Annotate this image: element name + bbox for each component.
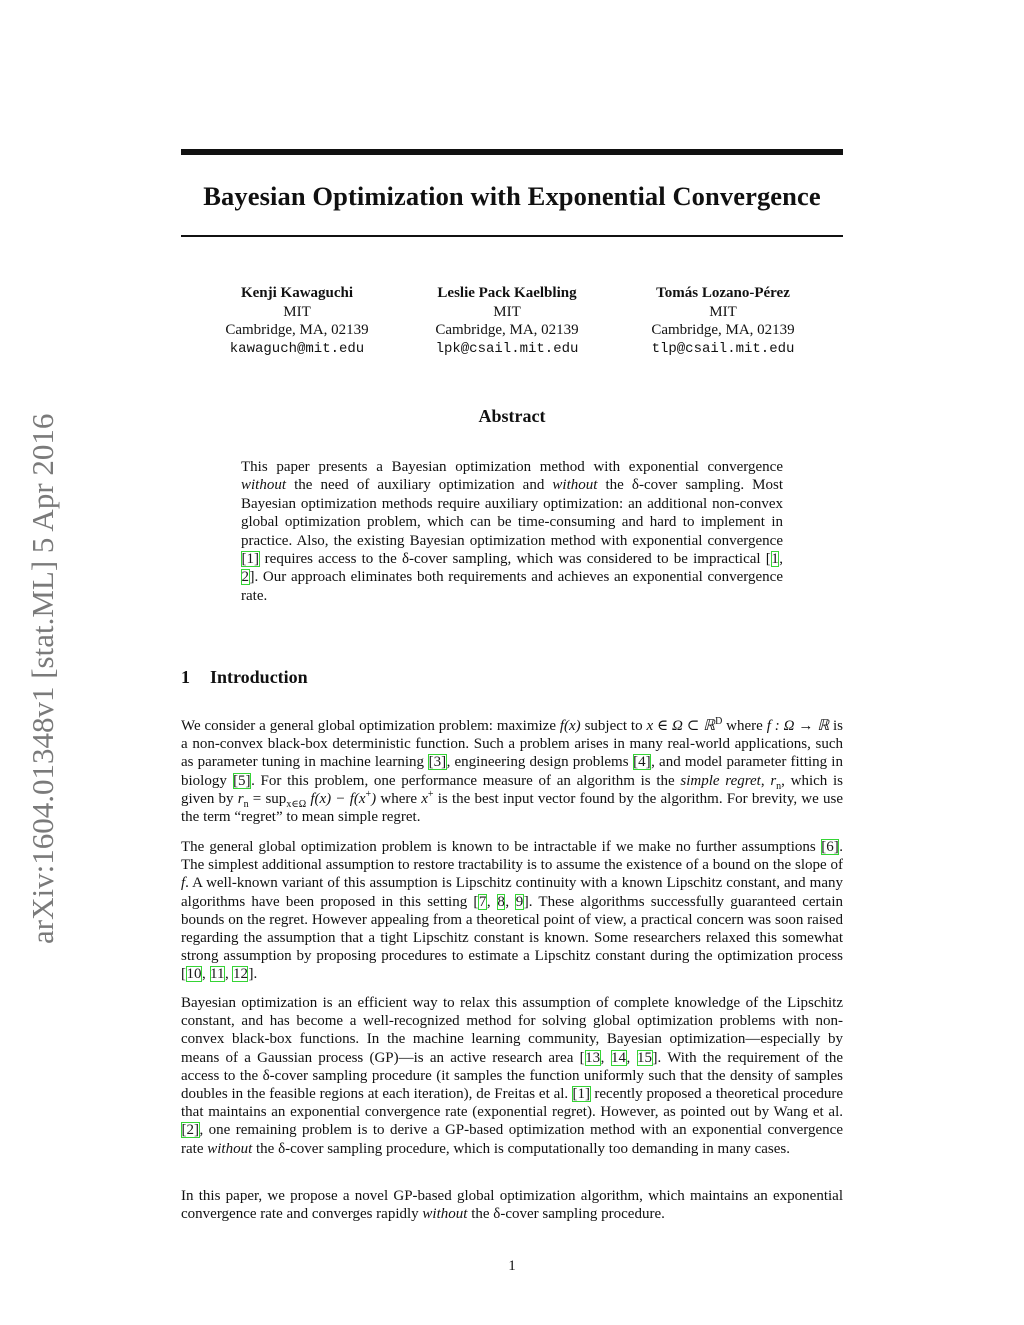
- author-address: Cambridge, MA, 02139: [225, 322, 369, 338]
- author-block: [387, 284, 627, 358]
- citation-link[interactable]: 2: [241, 569, 249, 586]
- citation-link[interactable]: 11: [210, 966, 225, 983]
- citation-link[interactable]: 12: [232, 966, 248, 983]
- author-email[interactable]: kawaguch@mit.edu: [229, 340, 365, 357]
- author-name: Leslie Pack Kaelbling: [437, 285, 577, 301]
- citation-link[interactable]: 10: [186, 966, 202, 983]
- paragraph: Bayesian optimization is an efficient way to relax this assumption of complete knowledge of the Lipschitz constant, and has become a well-recognized method for solving global optimization problems with non-convex black-box functions. In the machine learning community, Bayesian optimization—especially by means of a Gaussian process (GP)—is an active research area [13, 14, 15]. With the requirement of the access to the δ-cover sampling procedure (it samples the function uniformly such that the density of samples doubles in the feasible regions at each iteration), de Freitas et al. [1] recently proposed a theoretical procedure that maintains an exponential convergence rate (exponential regret). However, as pointed out by Wang et al. [2], one remaining problem is to derive a GP-based optimization method with an exponential convergence rate without the δ-cover sampling procedure, which is computationally too demanding in many cases.: [181, 995, 844, 1157]
- citation-link[interactable]: 9: [515, 893, 524, 910]
- title-bottom-rule: [181, 235, 843, 237]
- author-address: Cambridge, MA, 02139: [651, 322, 795, 338]
- citation-link[interactable]: [3]: [428, 754, 447, 771]
- citation-link[interactable]: [2]: [181, 1122, 199, 1139]
- paragraph: We consider a general global optimization problem: maximize f(x) subject to x ∈ Ω ⊂ ℝ$^D$ where f : Ω → ℝ is a non-convex black-box deterministic function. Such a problem arises in many real-world applications, such as parameter tuning in machine learning [3], engineering design problems [4], and model parameter fitting in biology [5]. For this problem, one performance measure of an algorithm is the simple regret, $r_n$, which is given by $r_n = sup_{x\in\Omega}$ f(x) − f(x+) where x+ is the best input vector found by the algorithm. For brevity, we use the term “regret” to mean simple regret.: [181, 716, 844, 826]
- citation-link[interactable]: 15: [637, 1049, 653, 1066]
- section-number: 1: [181, 667, 190, 687]
- author-affiliation: MIT: [709, 303, 737, 320]
- author-affiliation: MIT: [283, 303, 311, 320]
- citation-link[interactable]: 7: [478, 893, 487, 910]
- abstract-text: This paper presents a Bayesian optimization method with exponential convergence without the need of auxiliary optimization and without the δ-cover sampling. Most Bayesian optimization methods require auxiliary optimization: an additional non-convex global optimization problem, which can be time-consuming and hard to implement in practice. Also, the existing Bayesian optimization method with exponential convergence [1] requires access to the δ-cover sampling, which was considered to be impractical [1, 2]. Our approach eliminates both requirements and achieves an exponential convergence rate.: [241, 459, 783, 604]
- author-name: Kenji Kawaguchi: [240, 285, 354, 301]
- abstract-heading: Abstract: [478, 406, 546, 426]
- citation-link[interactable]: [6]: [821, 839, 839, 855]
- author-address: Cambridge, MA, 02139: [435, 322, 579, 338]
- citation-link[interactable]: 13: [585, 1049, 601, 1066]
- citation-link[interactable]: 14: [611, 1049, 627, 1066]
- author-affiliation: MIT: [493, 303, 521, 320]
- paragraph: In this paper, we propose a novel GP-based global optimization algorithm, which maintains an exponential convergence rate and converges rapidly without the δ-cover sampling procedure.: [181, 1188, 843, 1223]
- paper-title: Bayesian Optimization with Exponential Convergence: [203, 181, 821, 211]
- title-top-rule: [181, 149, 843, 155]
- arxiv-stamp: arXiv:1604.01348v1 [stat.ML] 5 Apr 2016: [25, 413, 60, 944]
- paragraph: The general global optimization problem is known to be intractable if we make no further assumptions [6]. The simplest additional assumption to restore tractability is to assume the existence of a bound on the slope of f. A well-known variant of this assumption is Lipschitz continuity with a known Lipschitz constant, and many algorithms have been proposed in this setting [7, 8, 9]. These algorithms successfully guaranteed certain bounds on the regret. However appealing from a theoretical point of view, a practical concern was soon raised regarding the assumption that a tight Lipschitz constant is known. Some researchers relaxed this somewhat strong assumption by proposing procedures to estimate a Lipschitz constant during the optimization process [10, 11, 12].: [181, 839, 844, 983]
- section-heading: [181, 665, 843, 689]
- citation-link[interactable]: [5]: [233, 772, 251, 789]
- citation-link[interactable]: 8: [497, 893, 505, 910]
- citation-link[interactable]: [1]: [241, 551, 259, 568]
- citation-link[interactable]: 1: [771, 551, 779, 568]
- page-number: 1: [508, 1258, 516, 1274]
- citation-link[interactable]: [4]: [633, 754, 651, 771]
- section-title: Introduction: [210, 667, 308, 687]
- citation-link[interactable]: [1]: [572, 1086, 591, 1103]
- author-email[interactable]: lpk@csail.mit.edu: [435, 340, 579, 357]
- author-block: [603, 284, 843, 358]
- author-email[interactable]: tlp@csail.mit.edu: [651, 340, 795, 357]
- author-block: [177, 284, 417, 358]
- author-name: Tomás Lozano-Pérez: [656, 285, 790, 301]
